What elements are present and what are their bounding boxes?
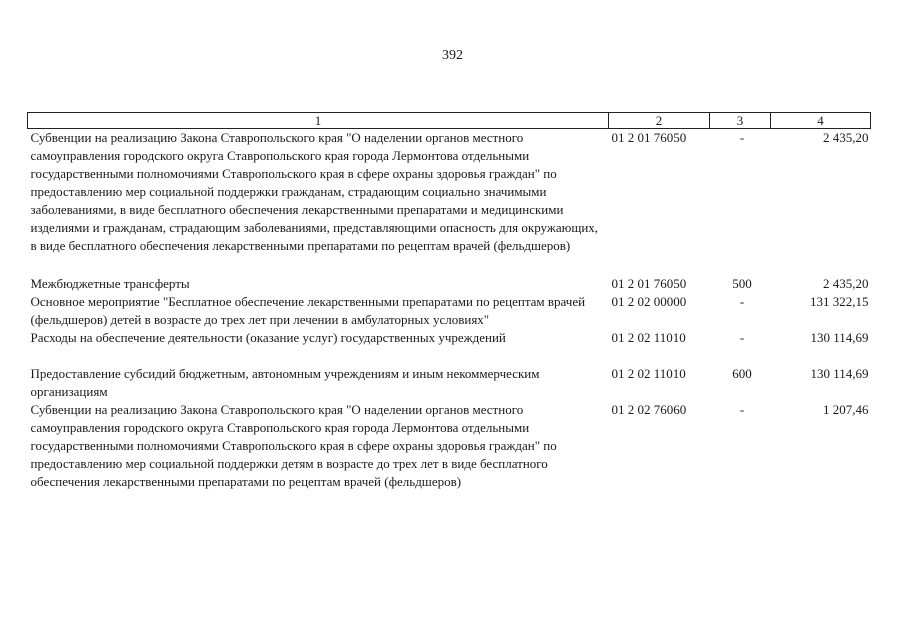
row-name: Субвенции на реализацию Закона Ставропольского края "О наделении органов местного самоуправления городского округа Ставропольского края города Лермонтова отдельными государственными полномочиями Ставропольского края в сфере охраны здоровья граждан" по предоставлению мер социальной поддержки гражданам, страдающим социально значимыми заболеваниями, в виде бесплатного обеспечения лекарственными препаратами и медицинскими изделиями и гражданам, страдающим заболеваниями, представляющими опасность для окружающих, в виде бесплатного обеспечения лекарственными препаратами по рецептам врачей (фельдшеров) xyxy=(30,130,599,253)
table-row xyxy=(28,293,871,329)
column-header-amount: 4 xyxy=(771,113,871,129)
table-row xyxy=(28,275,871,293)
row-amount: 2 435,20 xyxy=(823,276,869,291)
row-name: Предоставление субсидий бюджетным, автономным учреждениям и иным некоммерческим организациям xyxy=(30,366,540,399)
row-name: Субвенции на реализацию Закона Ставропольского края "О наделении органов местного самоуправления городского округа Ставропольского края города Лермонтова отдельными государственными полномочиями Ставропольского края в сфере охраны здоровья граждан" по предоставлению мер социальной поддержки детям в возрасте до трех лет в виде бесплатного обеспечения лекарственными препаратами по рецептам врачей (фельдшеров) xyxy=(30,402,557,489)
row-amount: 130 114,69 xyxy=(810,330,869,345)
row-amount: 2 435,20 xyxy=(823,130,869,145)
column-header-type: 3 xyxy=(710,113,771,129)
row-code: 01 2 02 76060 xyxy=(611,402,687,417)
row-type: 600 xyxy=(732,366,752,381)
column-header-code: 2 xyxy=(609,113,710,129)
table-header-row xyxy=(28,113,871,129)
row-type: 500 xyxy=(732,276,752,291)
row-name: Основное мероприятие "Бесплатное обеспечение лекарственными препаратами по рецептам врачей (фельдшеров) детей в возрасте до трех лет при лечении в амбулаторных условиях" xyxy=(30,294,586,327)
row-amount: 130 114,69 xyxy=(810,366,869,381)
row-code: 01 2 02 00000 xyxy=(611,294,687,309)
row-type: - xyxy=(739,130,745,145)
row-name: Межбюджетные трансферты xyxy=(30,276,190,291)
row-type: - xyxy=(739,402,745,417)
row-name: Расходы на обеспечение деятельности (оказание услуг) государственных учреждений xyxy=(30,330,506,345)
table-row xyxy=(28,129,871,256)
column-header-name: 1 xyxy=(28,113,609,129)
row-code: 01 2 01 76050 xyxy=(611,130,687,145)
page-number: 392 xyxy=(442,48,463,63)
table-row xyxy=(28,329,871,347)
table-row xyxy=(28,365,871,401)
row-code: 01 2 02 11010 xyxy=(611,366,686,381)
table-row xyxy=(28,401,871,491)
row-code: 01 2 01 76050 xyxy=(611,276,687,291)
row-type: - xyxy=(739,294,745,309)
row-type: - xyxy=(739,330,745,345)
row-code: 01 2 02 11010 xyxy=(611,330,686,345)
row-amount: 1 207,46 xyxy=(823,402,869,417)
budget-table xyxy=(27,112,871,491)
table-row-gap xyxy=(28,347,871,365)
table-row-gap xyxy=(28,255,871,275)
row-amount: 131 322,15 xyxy=(810,294,869,309)
